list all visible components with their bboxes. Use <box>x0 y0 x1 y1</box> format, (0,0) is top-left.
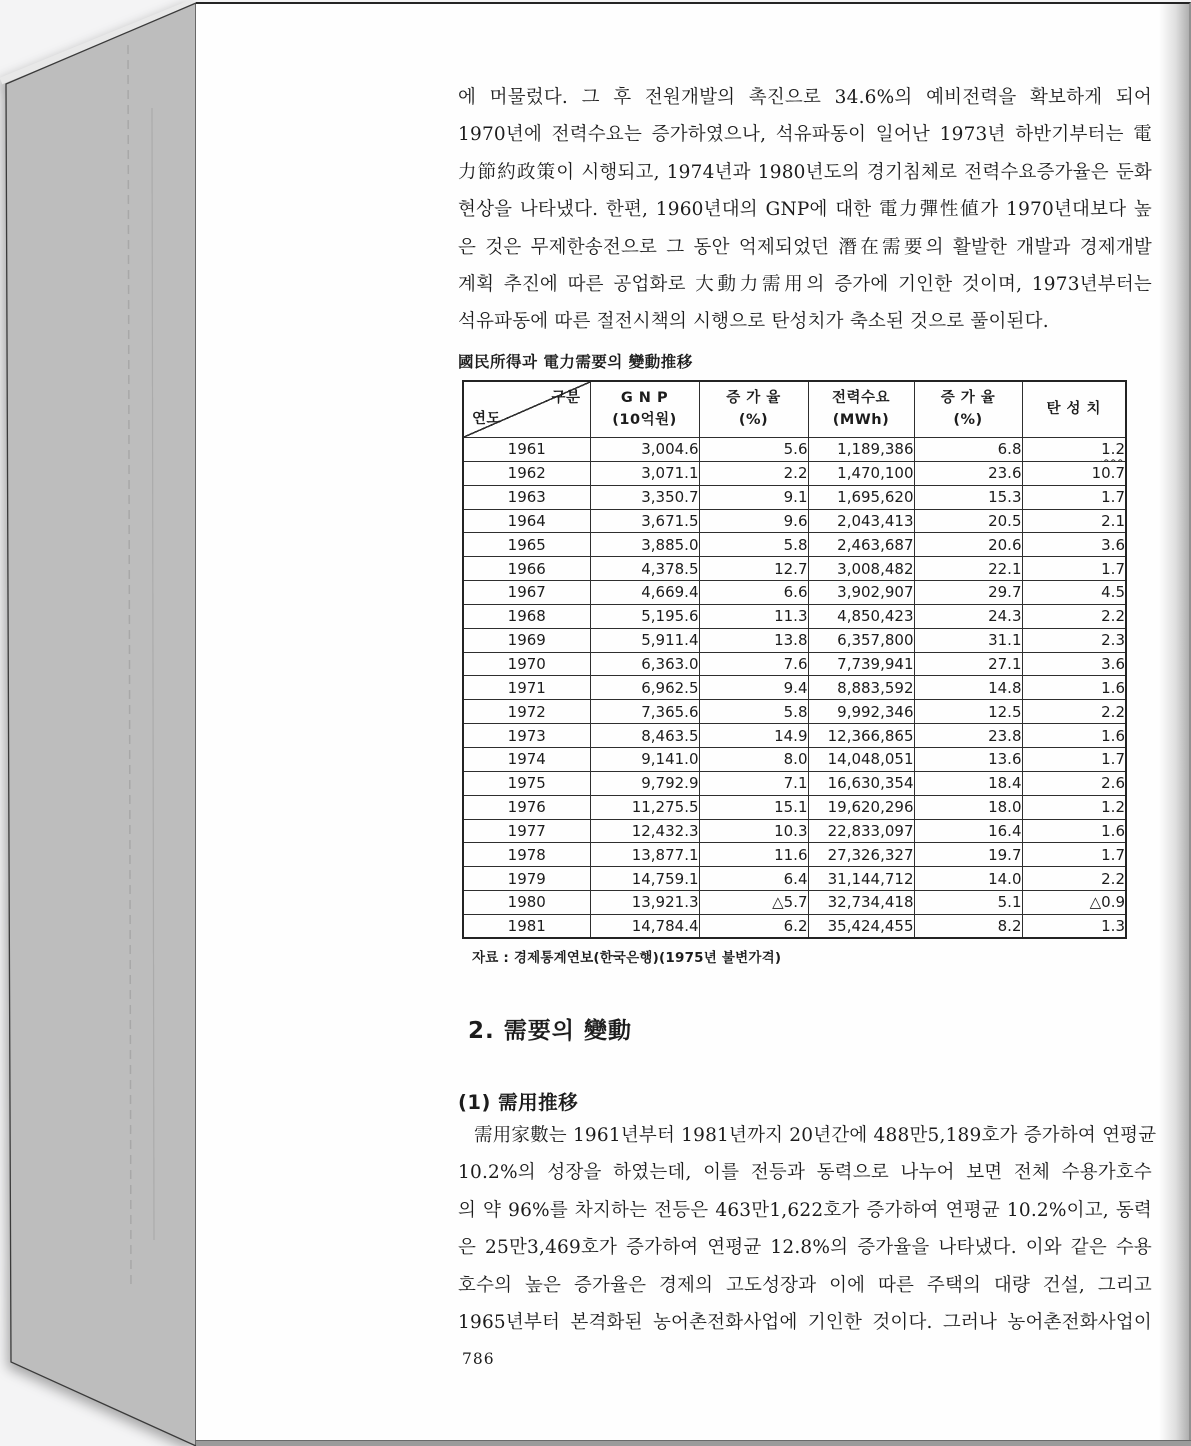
table-cell: 6,363.0 <box>590 652 699 676</box>
table-cell: 7,739,941 <box>808 652 914 676</box>
table-cell: 1971 <box>463 676 590 700</box>
table-cell: 29.7 <box>914 581 1022 605</box>
table-cell: 8,883,592 <box>808 676 914 700</box>
table-row <box>463 461 1126 485</box>
table-cell: 23.8 <box>914 724 1022 748</box>
table-cell: 14,759.1 <box>590 867 699 891</box>
table-cell: 1961 <box>463 438 590 462</box>
table-cell: 35,424,455 <box>808 914 914 938</box>
table-row <box>463 724 1126 748</box>
table-cell: 6.6 <box>699 581 808 605</box>
table-row <box>463 485 1126 509</box>
table-cell: 4,850,423 <box>808 604 914 628</box>
table-row <box>463 867 1126 891</box>
table-cell: 1963 <box>463 485 590 509</box>
table-cell: 1966 <box>463 557 590 581</box>
table-cell: 1.2 <box>1022 795 1126 819</box>
table-cell: 5.6 <box>699 438 808 462</box>
table-row <box>463 604 1126 628</box>
table-row <box>463 628 1126 652</box>
table-cell: 15.3 <box>914 485 1022 509</box>
table-cell: 9,992,346 <box>808 700 914 724</box>
table-cell: 1965 <box>463 533 590 557</box>
text-line: 1970년에 전력수요는 증가하였으나, 석유파동이 일어난 1973년 하반기부터는 電 <box>458 124 1152 146</box>
table-cell: 19,620,296 <box>808 795 914 819</box>
table-cell: 14,784.4 <box>590 914 699 938</box>
table-cell: 23.6 <box>914 461 1022 485</box>
section-heading: 2. 需要의 變動 <box>468 1018 632 1044</box>
table-cell: 1.6 <box>1022 819 1126 843</box>
table-cell: 3,902,907 <box>808 581 914 605</box>
table-corner-cell <box>463 381 590 438</box>
text-line: 석유파동에 따른 절전시책의 시행으로 탄성치가 축소된 것으로 풀이된다. <box>458 311 1049 333</box>
table-cell: 11,275.5 <box>590 795 699 819</box>
table-cell: 1.6 <box>1022 676 1126 700</box>
table-cell: 1.6 <box>1022 724 1126 748</box>
subsection-heading: (1) 需用推移 <box>458 1091 579 1114</box>
table-header-row <box>463 381 1126 438</box>
table-cell: 12.5 <box>914 700 1022 724</box>
table-cell: 13.8 <box>699 628 808 652</box>
table-cell: 3,671.5 <box>590 509 699 533</box>
text-line: 현상을 나타냈다. 한편, 1960년대의 GNP에 대한 電力彈性値가 1970년대보다 높 <box>458 199 1152 221</box>
table-cell: 14.8 <box>914 676 1022 700</box>
text-line: 需用家數는 1961년부터 1981년까지 20년간에 488만5,189호가 증가하여 연평균 <box>474 1125 1157 1146</box>
table-row <box>463 533 1126 557</box>
table-cell: 1969 <box>463 628 590 652</box>
table-cell: 1964 <box>463 509 590 533</box>
table-cell: 15.1 <box>699 795 808 819</box>
table-cell: 9.6 <box>699 509 808 533</box>
table-cell: 20.6 <box>914 533 1022 557</box>
table-cell: 1975 <box>463 771 590 795</box>
table-row <box>463 795 1126 819</box>
table-cell: 3,350.7 <box>590 485 699 509</box>
table-row <box>463 843 1126 867</box>
table-cell: 9,141.0 <box>590 747 699 771</box>
corner-label-category: 구분 <box>551 390 581 406</box>
table-cell: 3,885.0 <box>590 533 699 557</box>
table-cell: 14,048,051 <box>808 747 914 771</box>
table-cell: 19.7 <box>914 843 1022 867</box>
table-cell: 2.2 <box>1022 604 1126 628</box>
table-cell: 5,195.6 <box>590 604 699 628</box>
table-cell: 1980 <box>463 891 590 915</box>
col-header-elasticity: 탄 성 치 <box>1022 381 1126 438</box>
table-cell: 16.4 <box>914 819 1022 843</box>
table-cell: 1972 <box>463 700 590 724</box>
table-cell: 1976 <box>463 795 590 819</box>
table-cell: 1970 <box>463 652 590 676</box>
table-cell: △0.9 <box>1022 891 1126 915</box>
table-cell: 2.3 <box>1022 628 1126 652</box>
table-cell: 1.7 <box>1022 843 1126 867</box>
text-line: 에 머물렀다. 그 후 전원개발의 촉진으로 34.6%의 예비전력을 확보하게 되어 <box>458 87 1152 108</box>
table-row <box>463 509 1126 533</box>
table-cell: 18.0 <box>914 795 1022 819</box>
table-cell: 11.3 <box>699 604 808 628</box>
table-cell: 27.1 <box>914 652 1022 676</box>
table-cell: 12,432.3 <box>590 819 699 843</box>
table-cell: 1.7 <box>1022 747 1126 771</box>
table-row <box>463 891 1126 915</box>
table-cell: 1973 <box>463 724 590 748</box>
table-cell: 18.4 <box>914 771 1022 795</box>
table-cell: 20.5 <box>914 509 1022 533</box>
gnp-electricity-table <box>462 380 1127 939</box>
table-cell: 6.4 <box>699 867 808 891</box>
page-curl-shading <box>1159 4 1189 1440</box>
text-line: 호수의 높은 증가율은 경제의 고도성장과 이에 따른 주택의 대량 건설, 그리고 <box>458 1274 1152 1296</box>
paragraph-1 <box>458 79 1152 341</box>
text-line: 은 것은 무제한송전으로 그 동안 억제되었던 潛在需要의 활발한 개발과 경제개발 <box>458 236 1152 258</box>
table-cell: 1,189,386 <box>808 438 914 462</box>
table-cell: 6,962.5 <box>590 676 699 700</box>
table-cell: 2.2 <box>1022 867 1126 891</box>
table-cell: 3,004.6 <box>590 438 699 462</box>
table-cell: 5.8 <box>699 533 808 557</box>
corner-label-year: 연도 <box>472 411 502 428</box>
table-cell: 12.7 <box>699 557 808 581</box>
table-cell: 1968 <box>463 604 590 628</box>
col-header-growth-rate-2: 증 가 율 (%) <box>914 381 1022 438</box>
table-cell: 1977 <box>463 819 590 843</box>
table-cell: 24.3 <box>914 604 1022 628</box>
table-row <box>463 676 1126 700</box>
table-cell: 14.0 <box>914 867 1022 891</box>
table-row <box>463 438 1126 462</box>
table-cell: 5.8 <box>699 700 808 724</box>
page-number: 786 <box>462 1350 495 1368</box>
text-line: 力節約政策이 시행되고, 1974년과 1980년도의 경기침체로 전력수요증가율은 둔화 <box>458 161 1152 183</box>
table-cell: 1,695,620 <box>808 485 914 509</box>
table-cell: 3.6 <box>1022 652 1126 676</box>
table-cell: 2.6 <box>1022 771 1126 795</box>
table-cell: 1.7 <box>1022 557 1126 581</box>
table-cell: 31,144,712 <box>808 867 914 891</box>
table-cell: 13,877.1 <box>590 843 699 867</box>
table-cell: 2,043,413 <box>808 509 914 533</box>
table-cell: 3,008,482 <box>808 557 914 581</box>
col-header-gnp: G N P (10억원) <box>590 381 699 438</box>
table-cell: 14.9 <box>699 724 808 748</box>
table-cell: 22.1 <box>914 557 1022 581</box>
table-row <box>463 557 1126 581</box>
table-cell: 8.0 <box>699 747 808 771</box>
table-cell: 5,911.4 <box>590 628 699 652</box>
table-cell: 7.1 <box>699 771 808 795</box>
table-cell: 1979 <box>463 867 590 891</box>
page-stack-side <box>6 3 196 1446</box>
table-cell: 1.7 <box>1022 485 1126 509</box>
table-cell: 9.4 <box>699 676 808 700</box>
table-cell: 13.6 <box>914 747 1022 771</box>
table-row <box>463 581 1126 605</box>
table-cell: 1967 <box>463 581 590 605</box>
table-cell: 27,326,327 <box>808 843 914 867</box>
col-header-growth-rate-1: 증 가 율 (%) <box>699 381 808 438</box>
table-cell: 9,792.9 <box>590 771 699 795</box>
text-line: 의 약 96%를 차지하는 전등은 463만1,622호가 증가하여 연평균 10.2%이고, 동력 <box>458 1199 1152 1221</box>
text-line: 계획 추진에 따른 공업화로 大動力需用의 증가에 기인한 것이며, 1973년부터는 <box>458 274 1152 296</box>
table-row <box>463 747 1126 771</box>
table-cell: 2,463,687 <box>808 533 914 557</box>
table-cell: 6,357,800 <box>808 628 914 652</box>
table-cell: 1981 <box>463 914 590 938</box>
table-row <box>463 771 1126 795</box>
table-cell: 3.6 <box>1022 533 1126 557</box>
page <box>196 2 1191 1440</box>
table-cell: 6.8 <box>914 438 1022 462</box>
table-cell: 2.2 <box>699 461 808 485</box>
table-cell: 31.1 <box>914 628 1022 652</box>
table-cell: 12,366,865 <box>808 724 914 748</box>
table-cell: 13,921.3 <box>590 891 699 915</box>
table-cell: 7.6 <box>699 652 808 676</box>
table-row <box>463 914 1126 938</box>
table-cell: 4,669.4 <box>590 581 699 605</box>
table-row <box>463 700 1126 724</box>
col-header-power-demand: 전력수요 (MWh) <box>808 381 914 438</box>
table-cell: 2.2 <box>1022 700 1126 724</box>
table-cell: 16,630,354 <box>808 771 914 795</box>
table-cell: 6.2 <box>699 914 808 938</box>
table-title: 國民所得과 電力需要의 變動推移 <box>458 353 693 371</box>
table-row <box>463 819 1126 843</box>
table-cell: 4.5 <box>1022 581 1126 605</box>
table-cell: 32,734,418 <box>808 891 914 915</box>
table-cell: 8,463.5 <box>590 724 699 748</box>
table-cell: 22,833,097 <box>808 819 914 843</box>
table-cell: 1978 <box>463 843 590 867</box>
scan-bottom-edge <box>196 1440 1191 1446</box>
table-cell: 2.1 <box>1022 509 1126 533</box>
table-cell: 1.2 <box>1022 438 1126 462</box>
table-cell: 1,470,100 <box>808 461 914 485</box>
table-cell: △5.7 <box>699 891 808 915</box>
text-line: 1965년부터 본격화된 농어촌전화사업에 기인한 것이다. 그러나 농어촌전화사업이 <box>458 1312 1152 1334</box>
table-cell: 10.3 <box>699 819 808 843</box>
text-line: 10.2%의 성장을 하였는데, 이를 전등과 동력으로 나누어 보면 전체 수용가호수 <box>458 1162 1152 1184</box>
table-source-note: 자료 : 경제통계연보(한국은행)(1975년 불변가격) <box>472 950 782 966</box>
table-cell: 1.3 <box>1022 914 1126 938</box>
table-cell: 9.1 <box>699 485 808 509</box>
table-cell: 8.2 <box>914 914 1022 938</box>
table-row <box>463 652 1126 676</box>
table-cell: 3,071.1 <box>590 461 699 485</box>
table-cell: 1962 <box>463 461 590 485</box>
text-line: 은 25만3,469호가 증가하여 연평균 12.8%의 증가율을 나타냈다. 이와 같은 수용 <box>458 1237 1152 1259</box>
table-cell: 10.7 <box>1022 461 1126 485</box>
table-cell: 11.6 <box>699 843 808 867</box>
table-cell: 4,378.5 <box>590 557 699 581</box>
paragraph-2 <box>458 1117 1157 1341</box>
table-cell: 7,365.6 <box>590 700 699 724</box>
table-cell: 5.1 <box>914 891 1022 915</box>
table-cell: 1974 <box>463 747 590 771</box>
